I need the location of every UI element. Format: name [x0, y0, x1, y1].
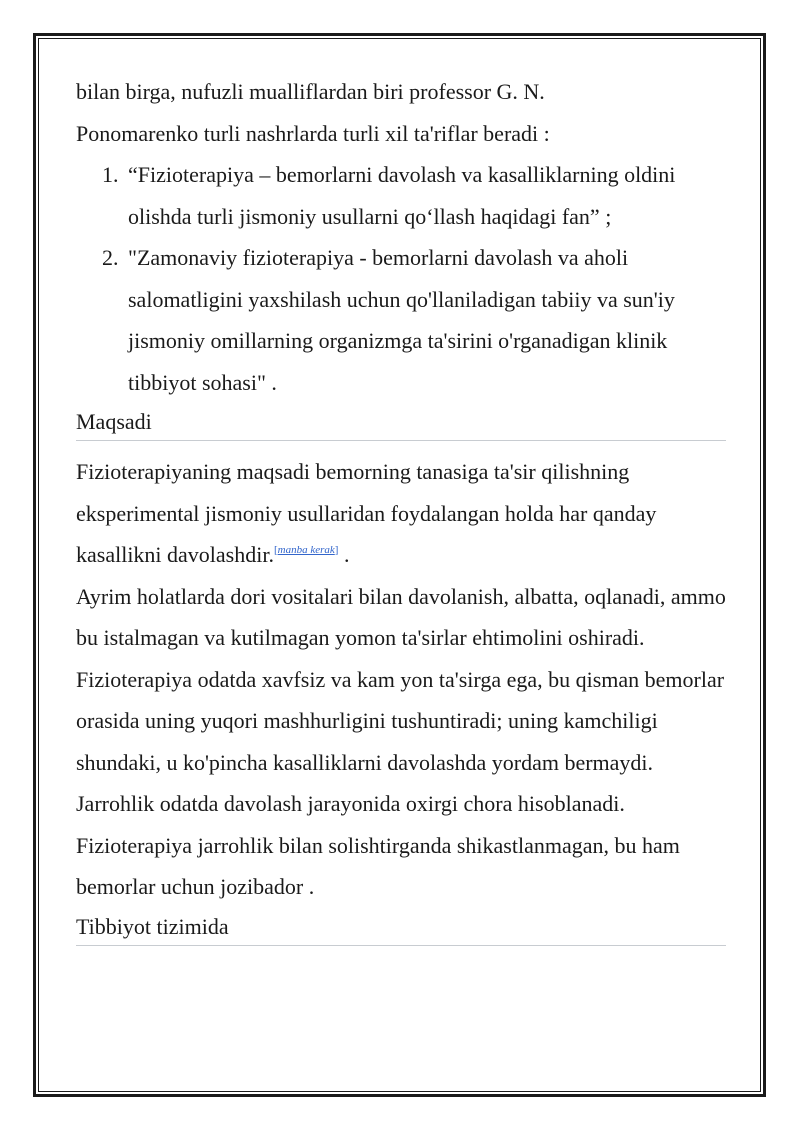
- list-item: [76, 154, 726, 237]
- section-heading-tibbiyot-tizimida: Tibbiyot tizimida: [76, 908, 726, 946]
- list-item-number: 2.: [102, 245, 119, 270]
- list-item-text: “Fizioterapiya – bemorlarni davolash va kasalliklarning oldini olishda turli jismoniy usullarni qo‘llash haqidagi fan” ;: [128, 162, 676, 229]
- citation-link[interactable]: manba kerak: [277, 544, 335, 556]
- goal-paragraph-text: Fizioterapiyaning maqsadi bemorning tanasiga ta'sir qilishning eksperimental jismoniy usullaridan foydalangan holda har qanday kasallikni davolashdir.: [76, 459, 657, 567]
- intro-line-1: bilan birga, nufuzli mualliflardan biri professor G. N.: [76, 79, 545, 104]
- list-item-text: "Zamonaviy fizioterapiya - bemorlarni davolash va aholi salomatligini yaxshilash uchun qo'llaniladigan tabiiy va sun'iy jismoniy omillarning organizmga ta'sirini o'rganadigan klinik tibbiyot sohasi" .: [128, 245, 675, 395]
- document-body: [76, 71, 726, 956]
- intro-line-2: Ponomarenko turli nashrlarda turli xil ta'riflar beradi :: [76, 120, 550, 146]
- list-item: [76, 237, 726, 403]
- goal-paragraph-end: .: [338, 542, 350, 567]
- drug-treatment-paragraph: Ayrim holatlarda dori vositalari bilan davolanish, albatta, oqlanadi, ammo bu istalmagan va kutilmagan yomon ta'sirlar ehtimolini oshiradi. Fizioterapiya odatda xavfsiz va kam yon ta'sirga ega, bu qisman bemorlar orasida uning yuqori mashhurligini tushuntiradi; uning kamchiligi shundaki, u ko'pincha kasalliklarni davolashda yordam bermaydi. Jarrohlik odatda davolash jarayonida oxirgi chora hisoblanadi. Fizioterapiya jarrohlik bilan solishtirganda shikastlanmagan, bu ham bemorlar uchun jozibador .: [76, 583, 726, 899]
- list-item-number: 1.: [102, 162, 119, 187]
- definitions-list: [76, 154, 726, 403]
- section-heading-maqsadi: Maqsadi: [76, 403, 726, 441]
- citation-needed[interactable]: [manba kerak]: [273, 544, 339, 556]
- goal-paragraph: [76, 451, 726, 576]
